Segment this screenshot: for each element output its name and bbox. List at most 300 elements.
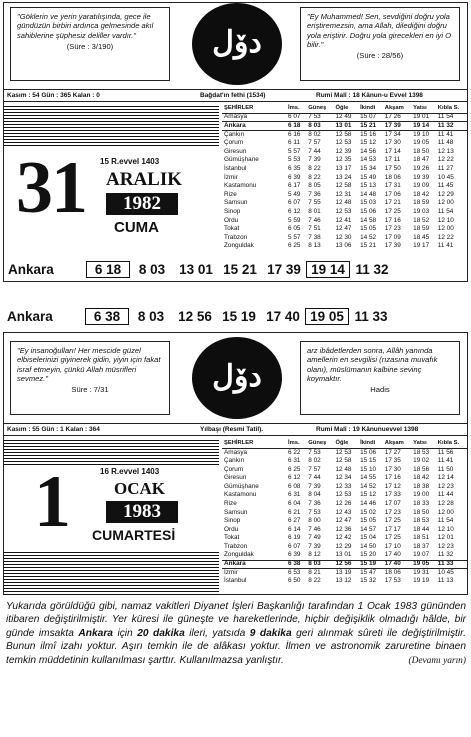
prayer-time-cell: 5 59 xyxy=(288,216,301,224)
table-row xyxy=(222,234,467,243)
calendar-leaf-1983 xyxy=(3,332,468,595)
table-row xyxy=(222,526,467,535)
prayer-time-cell: 8 02 xyxy=(308,456,321,464)
prayer-time-cell: 11 27 xyxy=(437,164,454,172)
prayer-time-cell: 17 27 xyxy=(384,448,401,456)
prayer-time-cell: 15 16 xyxy=(360,130,377,138)
prayer-time-cell: 17 16 xyxy=(384,216,401,224)
prayer-time-cell: 12 29 xyxy=(437,190,454,198)
column-header: Öğle xyxy=(333,105,358,113)
city-name: İzmir xyxy=(224,568,238,576)
prayer-time-cell: 15 34 xyxy=(360,164,377,172)
prayer-time-cell: 12 47 xyxy=(335,517,352,525)
prayer-time-cell: 5 57 xyxy=(288,233,301,241)
prayer-times-table xyxy=(222,440,467,586)
year: 1982 xyxy=(106,193,178,215)
prayer-time-cell: 8 01 xyxy=(308,207,321,215)
prayer-time-cell: 12 00 xyxy=(437,199,454,207)
prayer-time-cell: 11 44 xyxy=(437,491,454,499)
imsak-time: 6 18 xyxy=(86,261,130,278)
prayer-time-cell: 15 05 xyxy=(360,225,377,233)
gunes-time: 8 03 xyxy=(137,309,165,324)
prayer-time-cell: 12 47 xyxy=(335,225,352,233)
prayer-time-cell: 6 12 xyxy=(288,474,301,482)
prayer-time-cell: 7 36 xyxy=(308,190,321,198)
prayer-time-cell: 12 53 xyxy=(335,491,352,499)
column-header: İkindi xyxy=(358,105,383,113)
prayer-time-cell: 6 17 xyxy=(288,182,301,190)
hatch-decoration-bottom xyxy=(4,551,219,595)
prayer-time-cell: 17 09 xyxy=(384,233,401,241)
prayer-time-cell: 13 19 xyxy=(335,568,352,576)
verse-right xyxy=(300,7,460,81)
prayer-time-cell: 12 49 xyxy=(335,113,352,121)
prayer-time-cell: 11 54 xyxy=(437,113,454,121)
table-row xyxy=(222,173,467,182)
column-header: Güneş xyxy=(306,440,333,448)
prayer-time-cell: 17 25 xyxy=(384,534,401,542)
prayer-time-cell: 7 38 xyxy=(308,233,321,241)
prayer-time-cell: 12 22 xyxy=(437,233,454,241)
aksam-time: 17 39 xyxy=(267,262,301,277)
verse-left xyxy=(10,341,170,415)
city-name: Rize xyxy=(224,190,237,198)
table-row xyxy=(222,113,467,122)
prayer-time-cell: 15 10 xyxy=(360,465,377,473)
ogle-time: 13 01 xyxy=(179,262,213,277)
city-name: Tokat xyxy=(224,534,240,542)
prayer-time-cell: 18 42 xyxy=(413,190,430,198)
prayer-time-cell: 6 25 xyxy=(288,242,301,250)
prayer-time-cell: 8 00 xyxy=(308,517,321,525)
table-row xyxy=(222,457,467,466)
day-count: Kasım : 55 Gün : 1 Kalan : 364 xyxy=(7,426,100,433)
leaf-header xyxy=(4,3,467,87)
prayer-time-cell: 6 05 xyxy=(288,225,301,233)
verse-left-source: (Süre : 3/190) xyxy=(66,41,114,51)
prayer-time-cell: 11 54 xyxy=(437,207,454,215)
table-row xyxy=(222,560,467,569)
table-row xyxy=(222,483,467,492)
prayer-time-cell: 17 35 xyxy=(384,456,401,464)
prayer-time-cell: 11 41 xyxy=(437,130,454,138)
city-name: İzmir xyxy=(224,173,238,181)
table-row xyxy=(222,465,467,474)
prayer-time-cell: 12 00 xyxy=(437,508,454,516)
prayer-time-cell: 11 33 xyxy=(436,560,467,569)
city-name: Zonguldak xyxy=(224,551,254,559)
city-name: Rize xyxy=(224,499,237,507)
prayer-time-cell: 15 47 xyxy=(360,568,377,576)
city-name: Samsun xyxy=(224,199,248,207)
prayer-time-cell: 14 55 xyxy=(360,474,377,482)
prayer-time-cell: 17 07 xyxy=(384,499,401,507)
prayer-time-cell: 18 56 xyxy=(413,465,430,473)
prayer-time-cell: 12 56 xyxy=(333,560,358,569)
prayer-time-cell: 19 26 xyxy=(413,164,430,172)
table-row xyxy=(222,208,467,217)
prayer-time-cell: 18 59 xyxy=(413,199,430,207)
prayer-time-cell: 19 10 xyxy=(413,130,430,138)
prayer-time-cell: 15 12 xyxy=(360,491,377,499)
prayer-time-cell: 17 21 xyxy=(384,199,401,207)
city-name: Çorum xyxy=(224,465,244,473)
city-name: Amasya xyxy=(224,113,248,121)
prayer-time-cell: 11 13 xyxy=(437,577,454,585)
year: 1983 xyxy=(106,501,178,523)
table-row xyxy=(222,182,467,191)
prayer-time-cell: 7 53 xyxy=(308,448,321,456)
prayer-time-cell: 17 11 xyxy=(384,156,401,164)
prayer-time-cell: 17 40 xyxy=(383,560,411,569)
prayer-time-cell: 10 45 xyxy=(437,568,454,576)
prayer-time-cell: 5 53 xyxy=(288,156,301,164)
prayer-time-cell: 19 07 xyxy=(413,551,430,559)
column-header: İms. xyxy=(286,105,306,113)
prayer-time-cell: 7 55 xyxy=(308,199,321,207)
prayer-time-cell: 13 12 xyxy=(335,577,352,585)
verse-right-source: Hadis xyxy=(370,385,390,394)
prayer-time-cell: 13 06 xyxy=(335,242,352,250)
prayer-time-cell: 19 31 xyxy=(413,568,430,576)
prayer-time-cell: 8 21 xyxy=(308,568,321,576)
prayer-time-cell: 14 57 xyxy=(360,525,377,533)
prayer-time-cell: 7 53 xyxy=(308,113,321,121)
table-row xyxy=(222,577,467,586)
table-row xyxy=(222,148,467,157)
prayer-time-cell: 17 25 xyxy=(384,207,401,215)
column-header: Öğle xyxy=(333,440,358,448)
prayer-time-cell: 19 39 xyxy=(413,173,430,181)
month-name: ARALIK xyxy=(106,169,183,190)
prayer-time-cell: 14 53 xyxy=(360,156,377,164)
prayer-time-cell: 18 42 xyxy=(413,474,430,482)
prayer-time-cell: 15 21 xyxy=(360,242,377,250)
column-header: Yatsı xyxy=(411,105,436,113)
historical-event: Bağdat'ın fethi (1534) xyxy=(200,92,266,99)
table-row xyxy=(222,474,467,483)
prayer-time-cell: 15 21 xyxy=(358,122,383,131)
prayer-time-cell: 19 17 xyxy=(413,242,430,250)
prayer-time-cell: 15 13 xyxy=(360,182,377,190)
prayer-time-cell: 14 52 xyxy=(360,233,377,241)
calendar-leaf-1982 xyxy=(3,2,468,282)
prayer-time-cell: 19 01 xyxy=(413,113,430,121)
prayer-time-cell: 6 07 xyxy=(288,542,301,550)
prayer-time-cell: 17 17 xyxy=(384,525,401,533)
prayer-time-cell: 6 07 xyxy=(288,199,301,207)
prayer-time-cell: 17 39 xyxy=(384,242,401,250)
column-header: Güneş xyxy=(306,105,333,113)
prayer-time-cell: 7 49 xyxy=(308,534,321,542)
prayer-time-cell: 8 02 xyxy=(308,130,321,138)
table-row xyxy=(222,225,467,234)
prayer-time-cell: 17 31 xyxy=(384,182,401,190)
table-row xyxy=(222,130,467,139)
prayer-time-cell: 17 39 xyxy=(383,122,411,131)
prayer-time-cell: 11 41 xyxy=(437,456,454,464)
prayer-time-cell: 12 14 xyxy=(437,474,454,482)
prayer-time-cell: 18 06 xyxy=(384,173,401,181)
prayer-time-cell: 6 27 xyxy=(288,517,301,525)
prayer-time-cell: 17 30 xyxy=(384,139,401,147)
prayer-time-cell: 14 58 xyxy=(360,216,377,224)
table-row xyxy=(222,508,467,517)
city-name: Tokat xyxy=(224,225,240,233)
prayer-time-cell: 17 23 xyxy=(384,225,401,233)
caption-bold-ankara: Ankara xyxy=(78,627,113,639)
city-name: Gümüşhane xyxy=(224,156,259,164)
prayer-time-cell: 12 22 xyxy=(437,156,454,164)
prayer-time-cell: 15 49 xyxy=(360,173,377,181)
city-name: Zonguldak xyxy=(224,242,254,250)
column-header: ŞEHİRLER xyxy=(222,440,286,448)
prayer-time-cell: 19 14 xyxy=(411,122,436,131)
city-name: Giresun xyxy=(224,474,247,482)
prayer-time-cell: 17 53 xyxy=(384,577,401,585)
prayer-time-cell: 8 05 xyxy=(308,182,321,190)
prayer-time-cell: 7 44 xyxy=(308,474,321,482)
ankara-label: Ankara xyxy=(8,262,54,277)
prayer-time-cell: 19 00 xyxy=(413,491,430,499)
aksam-time: 17 40 xyxy=(266,309,300,324)
prayer-time-cell: 13 17 xyxy=(335,164,352,172)
holiday-note: Yılbaşı (Resmi Tatil). xyxy=(200,426,264,433)
prayer-time-cell: 15 12 xyxy=(360,139,377,147)
prayer-time-cell: 8 22 xyxy=(308,577,321,585)
prayer-time-cell: 18 38 xyxy=(413,482,430,490)
prayer-time-cell: 17 26 xyxy=(384,113,401,121)
prayer-time-cell: 19 02 xyxy=(413,456,430,464)
prayer-time-cell: 18 45 xyxy=(413,233,430,241)
prayer-time-cell: 12 28 xyxy=(437,499,454,507)
prayer-time-cell: 18 51 xyxy=(413,534,430,542)
prayer-time-cell: 8 03 xyxy=(306,122,333,131)
prayer-time-cell: 6 18 xyxy=(286,122,306,131)
prayer-time-cell: 6 38 xyxy=(286,560,306,569)
prayer-time-cell: 18 37 xyxy=(413,542,430,550)
prayer-time-cell: 7 46 xyxy=(308,216,321,224)
prayer-time-cell: 18 06 xyxy=(384,568,401,576)
city-name: Ordu xyxy=(224,216,239,224)
prayer-time-cell: 17 14 xyxy=(384,147,401,155)
city-name: Çankırı xyxy=(224,130,245,138)
prayer-time-cell: 12 23 xyxy=(437,542,454,550)
prayer-time-cell: 19 05 xyxy=(411,560,436,569)
ikindi-time: 15 19 xyxy=(222,309,256,324)
prayer-time-cell: 17 06 xyxy=(384,190,401,198)
table-row xyxy=(222,216,467,225)
calendar-logo xyxy=(190,337,284,419)
prayer-time-cell: 17 33 xyxy=(384,491,401,499)
prayer-time-cell: 19 05 xyxy=(413,139,430,147)
ankara-label: Ankara xyxy=(7,309,53,324)
city-name: Trabzon xyxy=(224,542,248,550)
prayer-time-cell: 8 22 xyxy=(308,173,321,181)
column-header: Akşam xyxy=(383,105,411,113)
prayer-time-cell: 14 52 xyxy=(360,482,377,490)
city-name: Amasya xyxy=(224,448,248,456)
prayer-time-cell: 11 32 xyxy=(437,551,454,559)
ankara-times-row xyxy=(8,261,394,278)
info-row xyxy=(4,89,467,102)
prayer-time-cell: 17 40 xyxy=(384,551,401,559)
prayer-time-cell: 12 58 xyxy=(335,130,352,138)
prayer-time-cell: 11 56 xyxy=(437,448,454,456)
kible-time: 11 33 xyxy=(354,309,388,324)
prayer-time-cell: 6 16 xyxy=(288,130,301,138)
ankara-times-strip xyxy=(7,308,393,325)
prayer-time-cell: 15 15 xyxy=(360,456,377,464)
city-name: Giresun xyxy=(224,147,247,155)
caption-bold-20-min: 20 dakika xyxy=(137,627,185,639)
prayer-time-cell: 12 39 xyxy=(335,147,352,155)
prayer-time-cell: 12 43 xyxy=(335,508,352,516)
table-row xyxy=(222,139,467,148)
prayer-time-cell: 12 58 xyxy=(335,182,352,190)
verse-right-text: "Ey Muhammed! Sen, sevdiğini doğru yola eriştiremezsin, ama Allah, dilediğini doğru yola eriştirir. Doğru yola girecekleri en iyi O bilir." xyxy=(307,12,452,49)
prayer-time-cell: 15 05 xyxy=(360,517,377,525)
rumi-date: Rumi Malî : 18 Kânun-u Evvel 1398 xyxy=(316,92,423,99)
prayer-time-cell: 6 04 xyxy=(288,499,301,507)
city-name: Gümüşhane xyxy=(224,482,259,490)
table-row xyxy=(222,569,467,578)
column-header: Kıbla S. xyxy=(436,105,467,113)
yatsi-time: 19 05 xyxy=(305,308,349,325)
info-row xyxy=(4,423,467,436)
prayer-time-cell: 17 25 xyxy=(384,517,401,525)
caption-text-1: Yukarıda görüldüğü gibi, namaz vakitleri Diyanet İşleri Başkanlığı tarafından 1 Ocak 1983 gününden itibaren değiştirilmiştir. Yer küresi ile güneşte ve hareketlerinde, hiçbir değişiklik olmadığı hâlde, bir günde imsakta xyxy=(6,601,466,639)
prayer-time-cell: 12 48 xyxy=(335,199,352,207)
prayer-time-cell: 12 23 xyxy=(437,482,454,490)
prayer-time-cell: 8 12 xyxy=(308,551,321,559)
prayer-time-cell: 18 52 xyxy=(413,216,430,224)
prayer-time-cell: 17 34 xyxy=(384,130,401,138)
city-name: Çankırı xyxy=(224,456,245,464)
prayer-time-cell: 7 39 xyxy=(308,156,321,164)
prayer-time-cell: 6 39 xyxy=(288,551,301,559)
prayer-time-cell: 6 14 xyxy=(288,525,301,533)
logo-text: دۆل xyxy=(212,25,262,60)
leaf-header xyxy=(4,333,467,417)
prayer-time-cell: 7 57 xyxy=(308,465,321,473)
city-name: Ordu xyxy=(224,525,239,533)
table-row xyxy=(222,551,467,560)
verse-left-text: "Göklerin ve yerin yaratılışında, gece ile gündüzün birbiri ardınca gelmesinde akıl sahiblerine şüphesiz deliller vardır." xyxy=(17,12,154,40)
verse-left-source: Süre : 7/31 xyxy=(71,385,109,394)
weekday: CUMARTESİ xyxy=(92,527,176,543)
prayer-time-cell: 6 22 xyxy=(288,448,301,456)
prayer-time-cell: 8 04 xyxy=(308,491,321,499)
prayer-time-cell: 6 53 xyxy=(288,568,301,576)
table-row xyxy=(222,448,467,457)
prayer-time-cell: 6 21 xyxy=(288,508,301,516)
prayer-time-cell: 8 22 xyxy=(308,164,321,172)
prayer-time-cell: 12 53 xyxy=(335,207,352,215)
prayer-time-cell: 17 12 xyxy=(384,482,401,490)
prayer-time-cell: 12 10 xyxy=(437,216,454,224)
calendar-logo xyxy=(190,3,284,85)
prayer-time-cell: 14 56 xyxy=(360,147,377,155)
prayer-time-cell: 18 50 xyxy=(413,147,430,155)
prayer-time-cell: 13 01 xyxy=(335,551,352,559)
prayer-time-cell: 17 30 xyxy=(384,465,401,473)
day-number: 31 xyxy=(16,147,86,229)
prayer-time-cell: 6 50 xyxy=(288,577,301,585)
prayer-time-cell: 12 31 xyxy=(335,190,352,198)
article-caption xyxy=(6,600,466,667)
month-name: OCAK xyxy=(114,479,165,498)
prayer-time-cell: 14 46 xyxy=(360,499,377,507)
prayer-time-cell: 6 08 xyxy=(288,482,301,490)
table-row xyxy=(222,156,467,165)
prayer-time-cell: 6 35 xyxy=(288,164,301,172)
city-name: Sinop xyxy=(224,207,241,215)
prayer-time-cell: 5 49 xyxy=(288,190,301,198)
caption-text-3: ileri, yatsıda xyxy=(184,627,250,639)
prayer-time-cell: 15 02 xyxy=(360,508,377,516)
prayer-time-cell: 7 53 xyxy=(308,508,321,516)
prayer-time-cell: 12 53 xyxy=(335,139,352,147)
city-name: İstanbul xyxy=(224,164,247,172)
city-name: Trabzon xyxy=(224,233,248,241)
prayer-time-cell: 7 39 xyxy=(308,542,321,550)
prayer-time-cell: 11 48 xyxy=(437,139,454,147)
rumi-date: Rumi Malî : 19 Kânunuevvel 1398 xyxy=(316,426,419,433)
table-row xyxy=(222,165,467,174)
prayer-time-cell: 14 48 xyxy=(360,190,377,198)
prayer-time-cell: 19 19 xyxy=(413,577,430,585)
city-name: Samsun xyxy=(224,508,248,516)
prayer-time-cell: 6 25 xyxy=(288,465,301,473)
verse-left xyxy=(10,7,170,81)
city-name: Ankara xyxy=(222,560,286,569)
prayer-time-cell: 5 57 xyxy=(288,147,301,155)
logo-text: دۆل xyxy=(212,359,262,394)
prayer-time-cell: 6 31 xyxy=(288,456,301,464)
prayer-time-cell: 12 35 xyxy=(335,156,352,164)
city-name: Kastamonu xyxy=(224,491,257,499)
prayer-time-cell: 7 51 xyxy=(308,225,321,233)
prayer-time-cell: 6 31 xyxy=(288,491,301,499)
table-row xyxy=(222,191,467,200)
verse-right-text: arz ibâdetlerden sonra, Allâh yanında amellerin en sevgilisi (rızasına muvafık olanı), müslümanın kalbine sevinç koymaktır. xyxy=(307,346,438,383)
prayer-time-cell: 12 48 xyxy=(335,465,352,473)
day-count: Kasım : 54 Gün : 365 Kalan : 0 xyxy=(7,92,100,99)
prayer-time-cell: 15 07 xyxy=(360,113,377,121)
prayer-time-cell: 18 53 xyxy=(413,448,430,456)
prayer-time-cell: 12 53 xyxy=(335,448,352,456)
prayer-time-cell: 19 09 xyxy=(413,182,430,190)
table-row xyxy=(222,491,467,500)
prayer-time-cell: 12 30 xyxy=(335,233,352,241)
column-header: Akşam xyxy=(383,440,411,448)
hatch-decoration xyxy=(4,104,219,146)
table-row xyxy=(222,122,467,131)
prayer-time-cell: 12 33 xyxy=(335,482,352,490)
prayer-time-cell: 12 58 xyxy=(335,456,352,464)
continued-note: (Devamı yarın) xyxy=(408,655,466,666)
column-header: Yatsı xyxy=(411,440,436,448)
prayer-time-cell: 12 00 xyxy=(437,225,454,233)
prayer-time-cell: 18 44 xyxy=(413,525,430,533)
prayer-time-cell: 17 23 xyxy=(384,508,401,516)
prayer-time-cell: 6 07 xyxy=(288,113,301,121)
column-header: ŞEHİRLER xyxy=(222,105,286,113)
caption-text-4: geri alınmak sûreti ile değiştirilmiştir. Bunun ilmî izahı yoktur. Aşırı temkin ile de alâkası yoktur. İlmen ve astronomik zaruretine binaen temkin müddetinin kullanılması şarttır. Kullanılmazsa yanlıştır. xyxy=(6,627,466,666)
prayer-time-cell: 11 50 xyxy=(437,465,454,473)
city-name: İstanbul xyxy=(224,577,247,585)
